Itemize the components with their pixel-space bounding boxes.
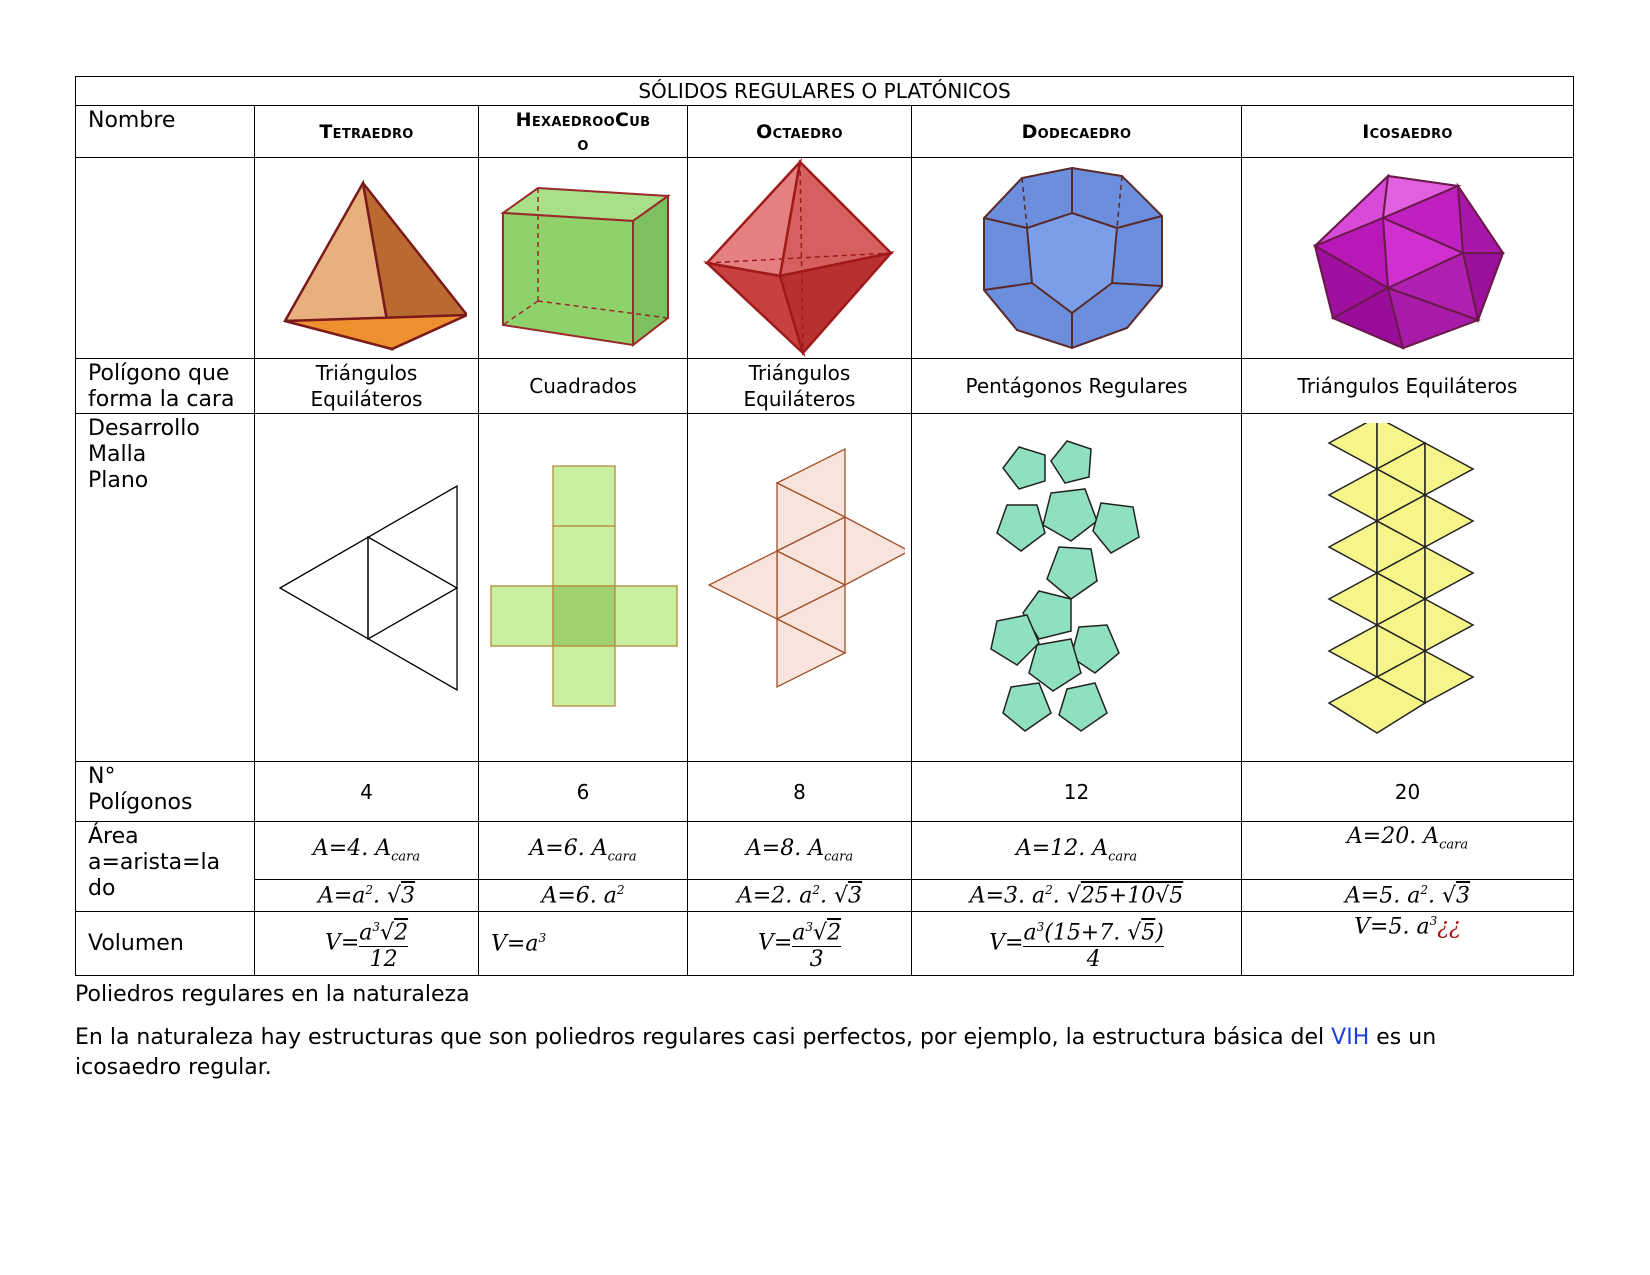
volumen-octaedro: V= $\frac{a^3√2}{3}$: [688, 912, 912, 976]
count-dodecaedro: 12: [912, 762, 1242, 822]
icosahedron-net: [1242, 414, 1574, 762]
area-cara-icosaedro: A=20. $A_{cara}$: [1242, 822, 1574, 880]
dodecahedron-image: [912, 158, 1242, 359]
face-octaedro: Triángulos Equiláteros: [688, 359, 912, 414]
label-n-poligonos: N° Polígonos: [76, 762, 255, 822]
area-arista-octaedro: A=2. $a^2$. √3: [688, 880, 912, 912]
volumen-icosaedro: V=5. $a^3¿¿$: [1242, 912, 1574, 976]
face-dodecaedro: Pentágonos Regulares: [912, 359, 1242, 414]
count-hexaedro: 6: [479, 762, 688, 822]
empty-cell: [76, 158, 255, 359]
area-cara-dodecaedro: A=12. $A_{cara}$: [912, 822, 1242, 880]
cube-image: [479, 158, 688, 359]
name-hexaedro: HexaedrooCub o: [479, 106, 688, 158]
face-tetraedro: Triángulos Equiláteros: [255, 359, 479, 414]
area-cara-octaedro: A=8. $A_{cara}$: [688, 822, 912, 880]
dodecahedron-net: [912, 414, 1242, 762]
count-icosaedro: 20: [1242, 762, 1574, 822]
label-nombre: Nombre: [76, 106, 255, 158]
name-tetraedro: Tetraedro: [255, 106, 479, 158]
area-arista-hexaedro: A=6. $a^2$: [479, 880, 688, 912]
tetrahedron-image: [255, 158, 479, 359]
area-arista-icosaedro: A=5. $a^2$. √3: [1242, 880, 1574, 912]
area-cara-tetraedro: A=4. $A_{cara}$: [255, 822, 479, 880]
octahedron-image: [688, 158, 912, 359]
vih-link[interactable]: VIH: [1331, 1025, 1370, 1050]
name-octaedro: Octaedro: [688, 106, 912, 158]
area-arista-tetraedro: $A=a^2$. √3: [255, 880, 479, 912]
nature-paragraph: En la naturaleza hay estructuras que son poliedros regulares casi perfectos, por ejemplo, la estructura básica del VIH es un icosaedro regular.: [75, 1025, 1437, 1080]
label-poligono: Polígono que forma la cara: [76, 359, 255, 414]
table-title: SÓLIDOS REGULARES O PLATÓNICOS: [76, 77, 1574, 106]
count-octaedro: 8: [688, 762, 912, 822]
face-hexaedro: Cuadrados: [479, 359, 688, 414]
face-icosaedro: Triángulos Equiláteros: [1242, 359, 1574, 414]
name-dodecaedro: Dodecaedro: [912, 106, 1242, 158]
label-area: Área a=arista=la do: [76, 822, 255, 912]
tetrahedron-net: [255, 414, 479, 762]
octahedron-net: [688, 414, 912, 762]
volumen-tetraedro: V= $\frac{a^3√2}{12}$: [255, 912, 479, 976]
nature-heading: Poliedros regulares en la naturaleza: [75, 982, 470, 1007]
label-desarrollo: Desarrollo Malla Plano: [76, 414, 255, 762]
count-tetraedro: 4: [255, 762, 479, 822]
name-icosaedro: Icosaedro: [1242, 106, 1574, 158]
icosahedron-image: [1242, 158, 1574, 359]
cube-net: [479, 414, 688, 762]
area-cara-hexaedro: A=6. $A_{cara}$: [479, 822, 688, 880]
volumen-hexaedro: $V=a^3$: [479, 912, 688, 976]
platonic-solids-table: [75, 76, 1574, 976]
area-arista-dodecaedro: A=3. $a^2$. √25+10√5: [912, 880, 1242, 912]
volumen-dodecaedro: V= $\frac{a^3(15+7. √5)}{4}$: [912, 912, 1242, 976]
label-volumen: Volumen: [76, 912, 255, 976]
